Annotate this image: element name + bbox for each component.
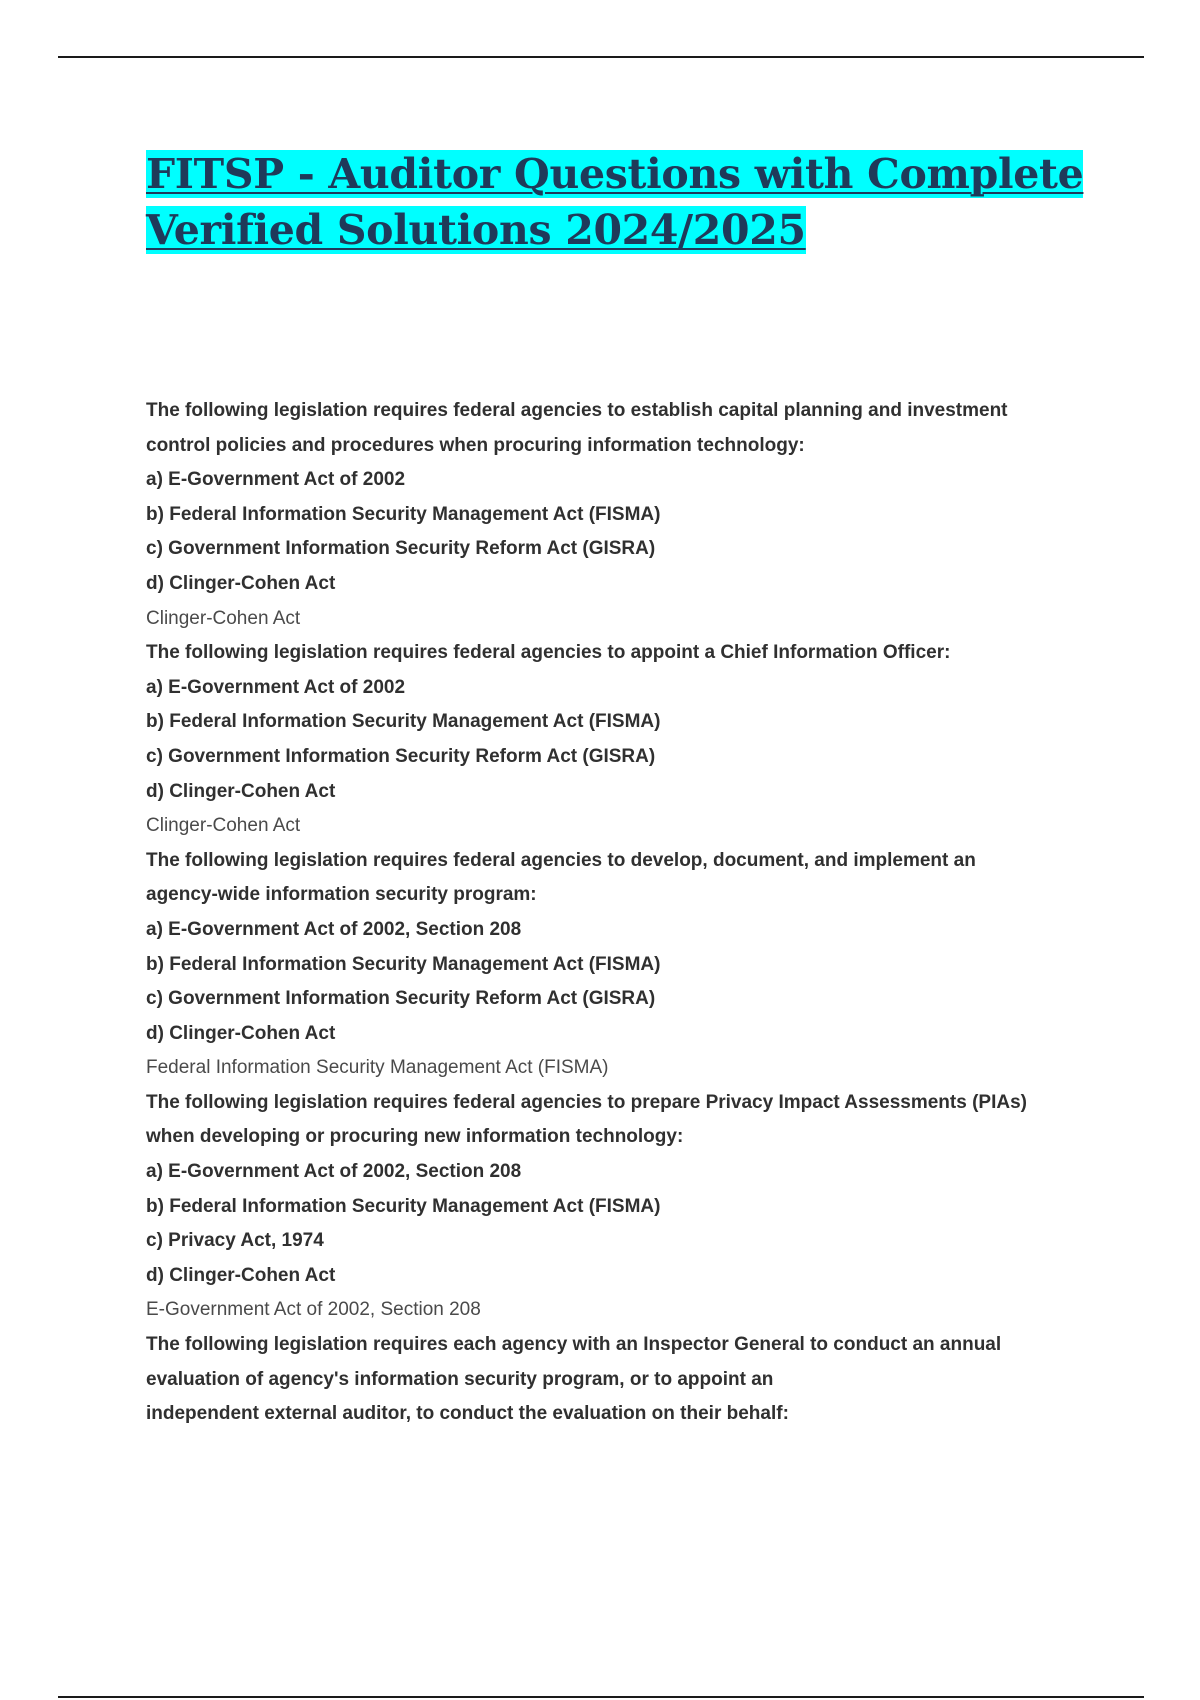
option-c: c) Government Information Security Reform Act (GISRA): [146, 988, 656, 1010]
option-b: b) Federal Information Security Management Act (FISMA): [146, 953, 661, 975]
option-d: d) Clinger-Cohen Act: [146, 1264, 336, 1286]
option-b: b) Federal Information Security Management Act (FISMA): [146, 711, 661, 733]
question-block: [146, 394, 1106, 636]
option-a: a) E-Government Act of 2002, Section 208: [146, 1161, 522, 1183]
option-a: a) E-Government Act of 2002, Section 208: [146, 918, 522, 940]
question-block: [146, 844, 1106, 1086]
question-block: [146, 1328, 1106, 1432]
option-d: d) Clinger-Cohen Act: [146, 1022, 336, 1044]
option-c: c) Government Information Security Reform Act (GISRA): [146, 745, 656, 767]
document-title: [146, 146, 1106, 258]
title-line-2: Verified Solutions 2024/2025: [146, 206, 806, 254]
option-b: b) Federal Information Security Management Act (FISMA): [146, 1195, 661, 1217]
question-text: The following legislation requires federal agencies to appoint a Chief Information Officer:: [146, 642, 951, 664]
title-line-1: FITSP - Auditor Questions with Complete: [146, 150, 1084, 198]
option-d: d) Clinger-Cohen Act: [146, 572, 336, 594]
option-a: a) E-Government Act of 2002: [146, 676, 406, 698]
answer-text: Clinger-Cohen Act: [146, 607, 301, 629]
question-text: evaluation of agency's information security program, or to appoint an: [146, 1368, 774, 1390]
question-text: The following legislation requires federal agencies to establish capital planning and investment: [146, 400, 1008, 421]
option-d: d) Clinger-Cohen Act: [146, 780, 336, 802]
top-rule: [58, 56, 1144, 58]
question-text: control policies and procedures when procuring information technology:: [146, 434, 805, 456]
answer-text: Federal Information Security Management Act (FISMA): [146, 1057, 609, 1079]
question-text: The following legislation requires federal agencies to develop, document, and implement an: [146, 849, 976, 871]
option-c: c) Privacy Act, 1974: [146, 1230, 324, 1252]
answer-text: Clinger-Cohen Act: [146, 815, 301, 837]
question-text: when developing or procuring new information technology:: [146, 1126, 684, 1148]
question-text: independent external auditor, to conduct the evaluation on their behalf:: [146, 1403, 789, 1425]
question-block: [146, 1086, 1106, 1328]
answer-text: E-Government Act of 2002, Section 208: [146, 1299, 481, 1321]
option-a: a) E-Government Act of 2002: [146, 469, 406, 491]
question-text: agency-wide information security program:: [146, 884, 537, 906]
question-text: The following legislation requires each agency with an Inspector General to conduct an annual: [146, 1334, 1002, 1356]
option-c: c) Government Information Security Reform Act (GISRA): [146, 538, 656, 560]
question-list: [146, 394, 1106, 1432]
bottom-rule: [58, 1696, 1144, 1698]
question-text: The following legislation requires federal agencies to prepare Privacy Impact Assessments (PIAs): [146, 1091, 1027, 1113]
option-b: b) Federal Information Security Management Act (FISMA): [146, 503, 661, 525]
question-block: [146, 636, 1106, 844]
